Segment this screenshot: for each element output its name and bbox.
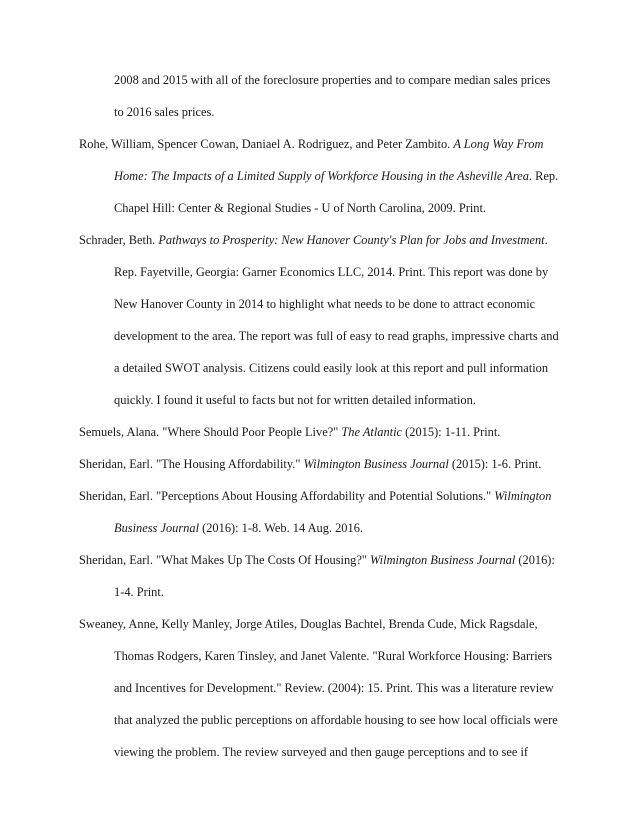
text-segment: Sheridan, Earl. "The Housing Affordability." (79, 457, 304, 471)
text-segment: Sheridan, Earl. "What Makes Up The Costs Of Housing?" (79, 553, 371, 567)
text-segment: a detailed SWOT analysis. Citizens could easily look at this report and pull information (114, 361, 549, 375)
text-line (114, 680, 554, 696)
text-line (114, 104, 214, 120)
citation-sheridan-costs (79, 552, 555, 568)
text-line (114, 712, 558, 728)
citation-sweaney (79, 616, 538, 632)
text-segment: to 2016 sales prices. (114, 105, 215, 119)
text-segment: Rohe, William, Spencer Cowan, Daniael A. Rodriguez, and Peter Zambito. (79, 137, 454, 151)
text-segment: . Rep. (528, 169, 559, 183)
text-segment: 1-4. Print. (114, 585, 164, 599)
text-segment: quickly. I found it useful to facts but not for written detailed information. (114, 393, 476, 407)
text-segment: that analyzed the public perceptions on affordable housing to see how local officials were (114, 713, 558, 727)
citation-title: Wilmington (494, 489, 552, 503)
text-segment: . (544, 233, 548, 247)
text-line (114, 648, 552, 664)
citation-semuels (79, 424, 500, 440)
text-line (114, 520, 363, 536)
text-segment: Sheridan, Earl. "Perceptions About Housing Affordability and Potential Solutions." (79, 489, 495, 503)
text-line (114, 744, 528, 760)
citation-sheridan-2015 (79, 456, 541, 472)
citation-title: The Atlantic (341, 425, 403, 439)
citation-schrader (79, 232, 548, 248)
text-line (114, 392, 476, 408)
citation-title: Wilmington Business Journal (370, 553, 516, 567)
citation-title: Wilmington Business Journal (303, 457, 449, 471)
text-line (114, 296, 535, 312)
text-line (114, 168, 558, 184)
text-line (114, 360, 548, 376)
text-segment: (2016): 1-8. Web. 14 Aug. 2016. (199, 521, 363, 535)
text-line (114, 584, 164, 600)
text-segment: Chapel Hill: Center & Regional Studies - U of North Carolina, 2009. Print. (114, 201, 487, 215)
citation-title: A Long Way From (453, 137, 544, 151)
text-segment: development to the area. The report was full of easy to read graphs, impressive charts and (114, 329, 559, 343)
citation-title: Home: The Impacts of a Limited Supply of Workforce Housing in the Asheville Area (114, 169, 529, 183)
citation-title: Pathways to Prosperity: New Hanover County's Plan for Jobs and Investment (158, 233, 545, 247)
text-segment: Sweaney, Anne, Kelly Manley, Jorge Atiles, Douglas Bachtel, Brenda Cude, Mick Ragsdale, (79, 617, 538, 631)
text-segment: Schrader, Beth. (79, 233, 159, 247)
text-segment: (2015): 1-6. Print. (448, 457, 542, 471)
text-segment: and Incentives for Development." Review. (2004): 15. Print. This was a literature review (114, 681, 554, 695)
text-segment: New Hanover County in 2014 to highlight what needs to be done to attract economic (114, 297, 536, 311)
citation-sheridan-perceptions (79, 488, 551, 504)
text-segment: Semuels, Alana. "Where Should Poor People Live?" (79, 425, 342, 439)
text-segment: 2008 and 2015 with all of the foreclosure properties and to compare median sales prices (114, 73, 551, 87)
text-segment: (2015): 1-11. Print. (402, 425, 501, 439)
text-segment: Rep. Fayetville, Georgia: Garner Economics LLC, 2014. Print. This report was done by (114, 265, 549, 279)
text-segment: viewing the problem. The review surveyed and then gauge perceptions and to see if (114, 745, 529, 759)
citation-rohe (79, 136, 543, 152)
text-segment: (2016): (515, 553, 555, 567)
text-segment: Thomas Rodgers, Karen Tinsley, and Janet Valente. "Rural Workforce Housing: Barriers (114, 649, 553, 663)
text-line (114, 72, 556, 88)
text-line (114, 328, 559, 344)
text-line (114, 264, 548, 280)
citation-title: Business Journal (114, 521, 200, 535)
text-line (114, 200, 486, 216)
